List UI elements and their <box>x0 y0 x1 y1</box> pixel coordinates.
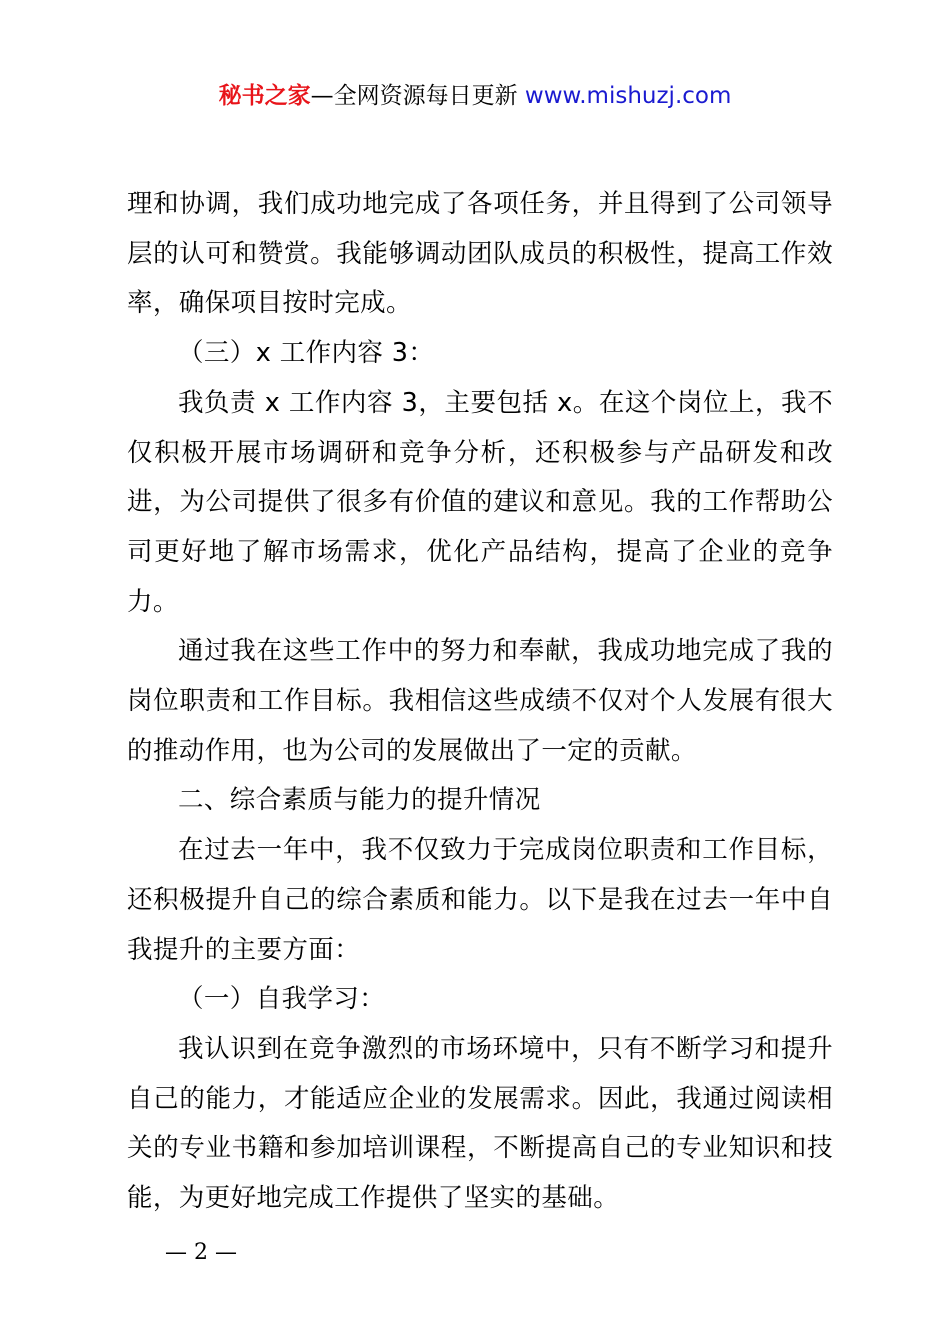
document-body <box>127 180 833 1224</box>
paragraph-self-study: 我认识到在竞争激烈的市场环境中，只有不断学习和提升自己的能力，才能适应企业的发展需求。因此，我通过阅读相关的专业书籍和参加培训课程，不断提高自己的专业知识和技能，为更好地完成工作提供了坚实的基础。 <box>127 1033 833 1214</box>
paragraph-improvement-intro: 在过去一年中，我不仅致力于完成岗位职责和工作目标，还积极提升自己的综合素质和能力。以下是我在过去一年中自我提升的主要方面： <box>127 835 833 965</box>
site-url-link[interactable]: www.mishuzj.com <box>524 83 732 109</box>
brand-name: 秘书之家 <box>218 83 311 109</box>
page-number: — 2 — <box>165 1240 237 1265</box>
header-tagline: —全网资源每日更新 <box>310 83 525 109</box>
paragraph-work-content-3: 我负责 x 工作内容 3，主要包括 x。在这个岗位上，我不仅积极开展市场调研和竞争分析，还积极参与产品研发和改进，为公司提供了很多有价值的建议和意见。我的工作帮助公司更好地了解市场需求，优化产品结构，提高了企业的竞争力。 <box>127 387 833 617</box>
section-heading-self-study: （一）自我学习： <box>178 984 386 1015</box>
paragraph-summary: 通过我在这些工作中的努力和奉献，我成功地完成了我的岗位职责和工作目标。我相信这些成绩不仅对个人发展有很大的推动作用，也为公司的发展做出了一定的贡献。 <box>127 636 833 766</box>
section-heading-2: 二、综合素质与能力的提升情况 <box>178 785 541 816</box>
section-heading-3: （三）x 工作内容 3： <box>178 338 435 369</box>
paragraph-continuation: 理和协调，我们成功地完成了各项任务，并且得到了公司领导层的认可和赞赏。我能够调动团队成员的积极性，提高工作效率，确保项目按时完成。 <box>127 189 833 319</box>
page-header <box>0 80 950 112</box>
